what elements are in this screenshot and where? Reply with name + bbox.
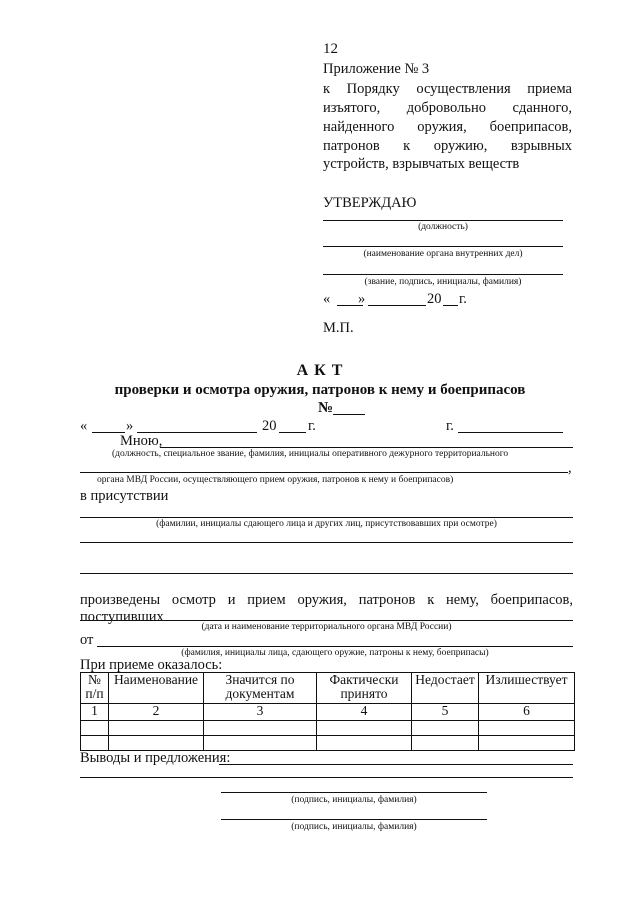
position-caption: (должность) [418,222,468,232]
presence-line-1 [80,517,573,518]
act-number-label: № [318,400,334,416]
conclusions-line-1 [219,764,573,765]
from-line [97,646,573,647]
appendix-line-2: изъятого, добровольно сданного, [323,100,572,116]
signature-caption-1: (подпись, инициалы, фамилия) [291,795,417,805]
table-cell [204,721,317,736]
table-cell [412,736,479,751]
acceptance-table [80,672,575,751]
act-city-line [458,432,563,433]
column-number: 3 [204,704,317,721]
from-caption: (фамилия, инициалы лица, сдающего оружие, патроны к нему, боеприпасы) [181,648,489,658]
organ-comma: , [568,460,572,476]
approve-date-year-prefix: 20 [427,291,442,307]
by-me-line [160,447,573,448]
table-cell [204,736,317,751]
header-number: № п/п [81,673,109,704]
header-shortage: Недостает [412,673,479,704]
act-title: А К Т [296,362,344,379]
signature-line [323,274,563,275]
column-number: 2 [109,704,204,721]
presence-caption: (фамилии, инициалы сдающего лица и других лиц, присутствовавших при осмотре) [156,519,497,529]
header-name: Наименование [109,673,204,704]
position-line [323,220,563,221]
territorial-caption: (дата и наименование территориального органа МВД России) [201,622,452,632]
appendix-title: Приложение № 3 [323,61,430,77]
conclusions-line-2 [80,777,573,778]
signature-caption: (звание, подпись, инициалы, фамилия) [364,277,522,287]
table-row [81,736,575,751]
column-number: 4 [317,704,412,721]
act-date-year-line [279,432,306,433]
approve-date-close-quote: » [358,291,366,307]
organ-caption: (наименование органа внутренних дел) [363,249,523,259]
table-cell [109,721,204,736]
signature-caption-2: (подпись, инициалы, фамилия) [291,822,417,832]
approve-date-year-suffix: г. [459,291,467,307]
territorial-line [80,620,573,621]
column-number: 6 [479,704,575,721]
presence-label: в присутствии [80,488,169,504]
approve-date-open-quote: « [323,291,331,307]
table-cell [109,736,204,751]
table-cell [317,736,412,751]
appendix-line-5: устройств, взрывчатых веществ [323,156,520,172]
column-number: 5 [412,704,479,721]
found-label: При приеме оказалось: [80,657,223,673]
page-number: 12 [323,41,338,57]
performed-text: произведены осмотр и прием оружия, патронов к нему, боеприпасов, поступивших [80,592,573,625]
act-date-close-quote: » [126,418,134,434]
organ-caption: органа МВД России, осуществляющего прием оружия, патронов к нему и боеприпасов) [97,475,454,485]
appendix-line-3: найденного оружия, боеприпасов, [323,119,572,135]
stamp-label: М.П. [323,320,354,336]
table-cell [81,721,109,736]
table-header-row [81,673,575,704]
by-me-label: Мною, [120,433,163,449]
signature-line-1 [221,792,487,793]
header-documented: Значится по документам [204,673,317,704]
act-date-year-prefix: 20 [262,418,277,434]
organ-line [323,246,563,247]
appendix-line-1: к Порядку осуществления приема [323,81,572,97]
approve-date-month-line [368,305,426,306]
table-cell [81,736,109,751]
table-cell [479,736,575,751]
approve-heading: УТВЕРЖДАЮ [323,195,417,211]
presence-line-2 [80,542,573,543]
act-number-line [333,414,365,415]
act-date-open-quote: « [80,418,88,434]
presence-line-3 [80,573,573,574]
by-me-caption: (должность, специальное звание, фамилия, инициалы оперативного дежурного территориального [112,449,509,459]
header-accepted: Фактически принято [317,673,412,704]
table-cell [317,721,412,736]
column-number: 1 [81,704,109,721]
conclusions-label: Выводы и предложения: [80,750,231,766]
organ-fill-line [80,472,568,473]
table-column-numbers-row [81,704,575,721]
appendix-line-4: патронов к оружию, взрывных [323,138,572,154]
signature-line-2 [221,819,487,820]
table-cell [479,721,575,736]
from-label: от [80,632,94,648]
approve-date-year-line [443,305,458,306]
table-row [81,721,575,736]
header-surplus: Излишествует [479,673,575,704]
act-city-prefix: г. [446,418,454,434]
act-date-year-suffix: г. [308,418,316,434]
act-subtitle: проверки и осмотра оружия, патронов к нему и боеприпасов [114,382,526,398]
table-cell [412,721,479,736]
